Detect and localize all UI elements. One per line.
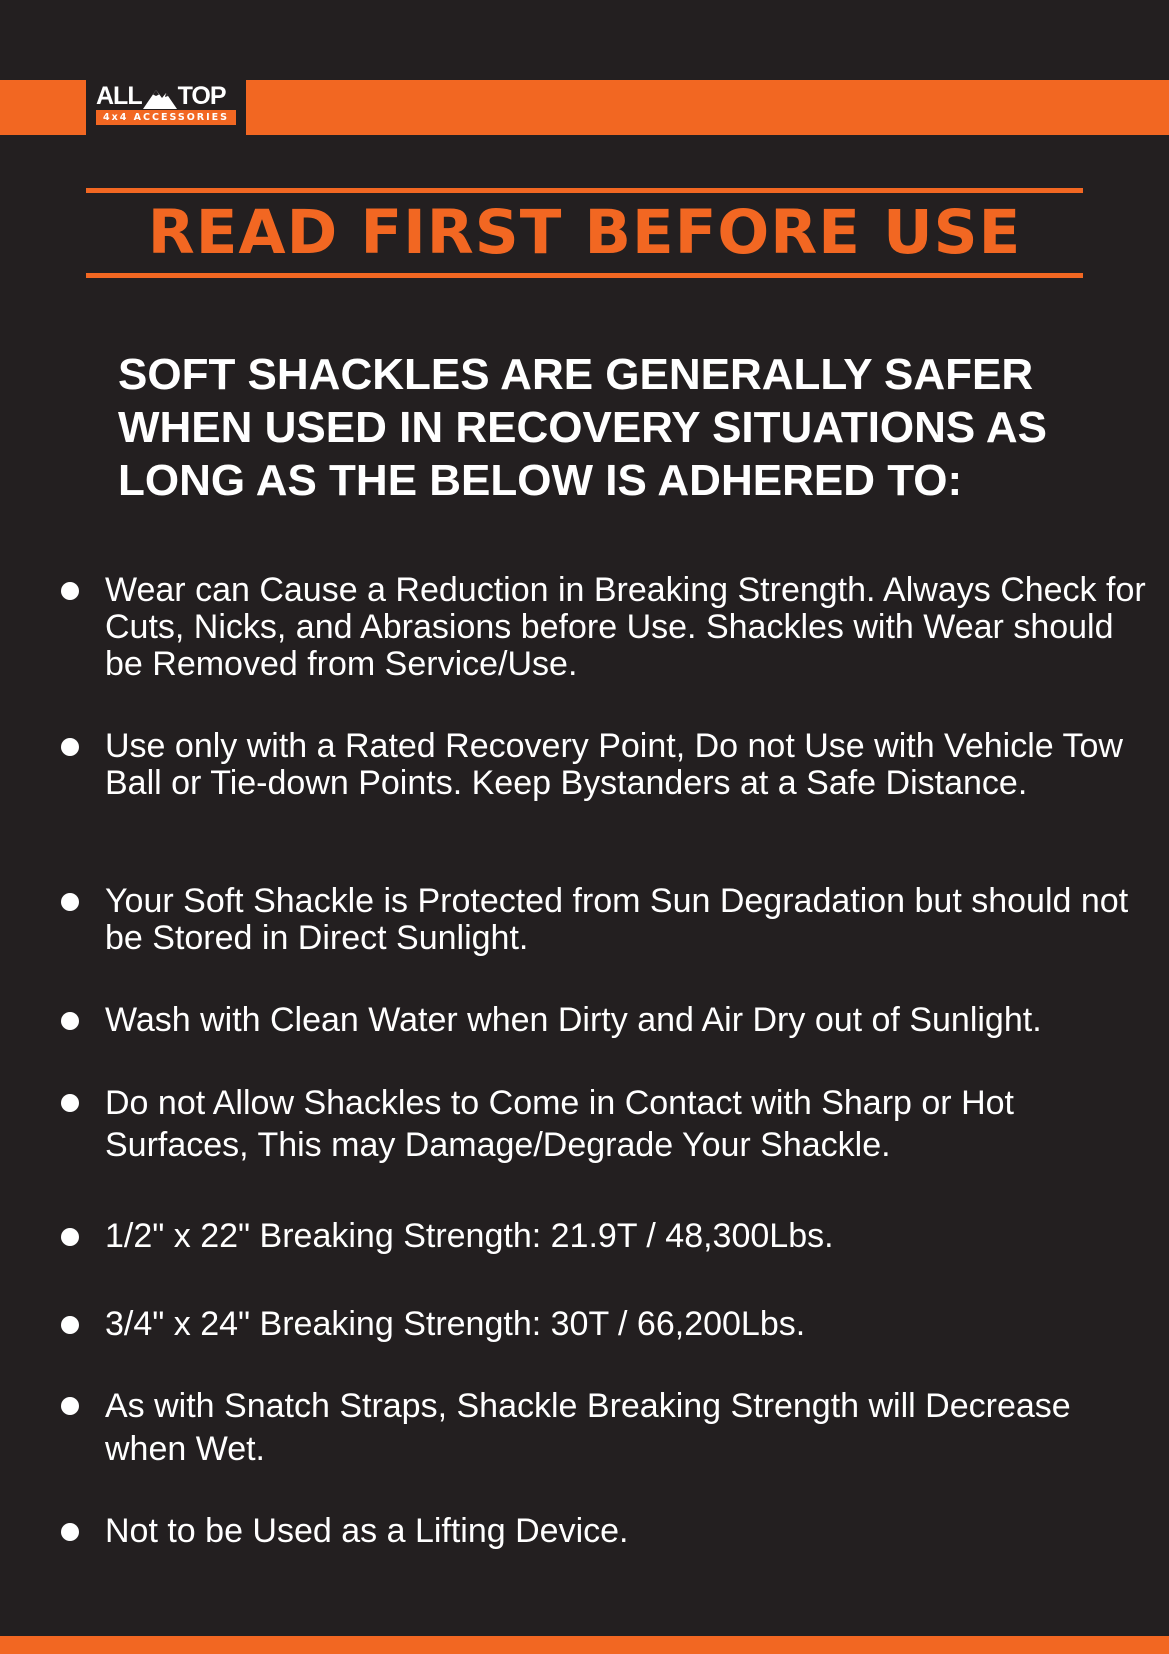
bullet-icon [61, 893, 79, 911]
list-item-text: Do not Allow Shackles to Come in Contact with Sharp or Hot Surfaces, This may Damage/Degrade Your Shackle. [105, 1084, 1014, 1164]
bullet-icon [61, 1397, 79, 1415]
list-item-text: Wash with Clean Water when Dirty and Air Dry out of Sunlight. [105, 1001, 1042, 1039]
bullet-icon [61, 1012, 79, 1030]
bullet-icon [61, 738, 79, 756]
list-item-text: 1/2" x 22" Breaking Strength: 21.9T / 48,300Lbs. [105, 1217, 834, 1255]
list-item [105, 1082, 1155, 1166]
bullet-icon [61, 1228, 79, 1246]
list-item-text: Use only with a Rated Recovery Point, Do not Use with Vehicle Tow Ball or Tie-down Points. Keep Bystanders at a Safe Distance. [105, 727, 1123, 802]
mountain-icon [143, 87, 177, 109]
list-item [105, 883, 1155, 957]
bullet-icon [61, 1094, 79, 1112]
list-item [105, 1385, 1155, 1471]
title-bottom-rule [86, 273, 1083, 278]
bullet-icon [61, 1523, 79, 1541]
brand-logo [86, 77, 246, 137]
list-item [105, 572, 1155, 683]
logo-wordmark-left: ALL [96, 82, 142, 110]
list-item-text: Your Soft Shackle is Protected from Sun Degradation but should not be Stored in Direct Sunlight. [105, 882, 1129, 957]
logo-tagline: 4x4 ACCESSORIES [96, 110, 236, 125]
title-top-rule [86, 188, 1083, 193]
intro-statement: SOFT SHACKLES ARE GENERALLY SAFER WHEN USED IN RECOVERY SITUATIONS AS LONG AS THE BELOW IS ADHERED TO: [118, 350, 1047, 505]
logo-wordmark [96, 83, 226, 109]
list-item [105, 1306, 1155, 1343]
list-item [105, 1002, 1155, 1039]
bullet-icon [61, 582, 79, 600]
list-item-text: As with Snatch Straps, Shackle Breaking Strength will Decrease when Wet. [105, 1387, 1071, 1468]
list-item [105, 1513, 1155, 1550]
list-item-text: Wear can Cause a Reduction in Breaking Strength. Always Check for Cuts, Nicks, and Abrasions before Use. Shackles with Wear should be Removed from Service/Use. [105, 571, 1146, 683]
list-item [105, 728, 1155, 802]
list-item-text: Not to be Used as a Lifting Device. [105, 1512, 629, 1550]
list-item [105, 1218, 1155, 1255]
bottom-accent-band [0, 1636, 1169, 1654]
list-item-text: 3/4" x 24" Breaking Strength: 30T / 66,200Lbs. [105, 1305, 806, 1343]
bullet-icon [61, 1316, 79, 1334]
page-title: READ FIRST BEFORE USE [147, 197, 1022, 268]
logo-wordmark-right: TOP [177, 82, 226, 110]
